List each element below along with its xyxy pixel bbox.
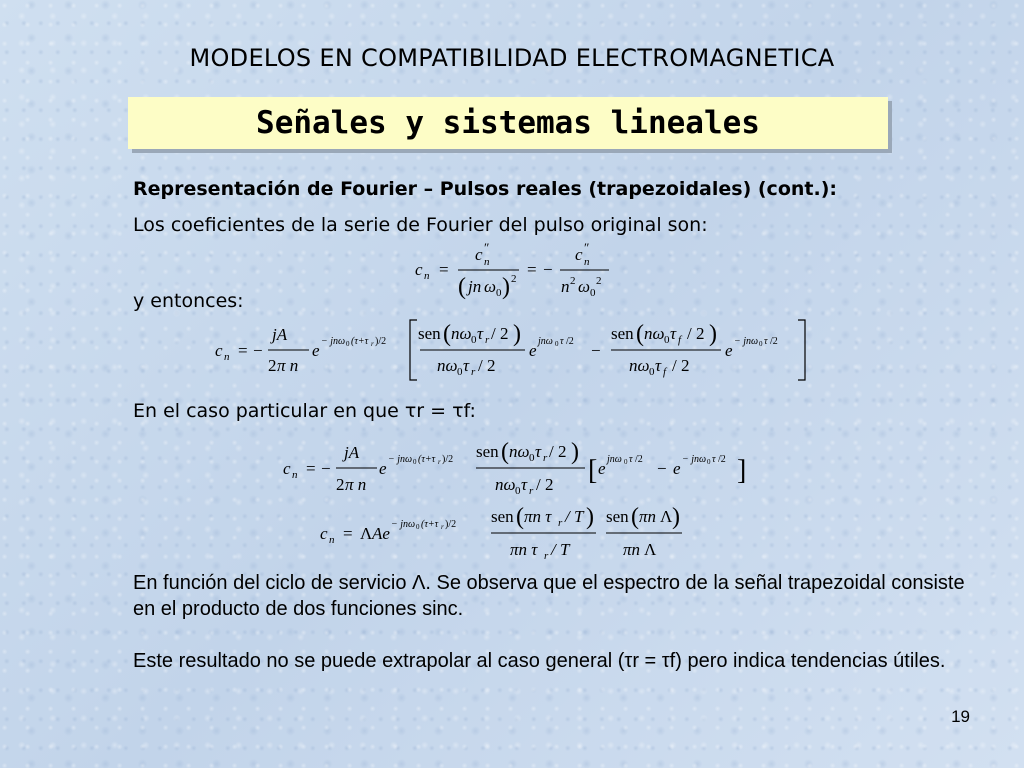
svg-text:0: 0 [416, 523, 420, 531]
svg-text:e: e [673, 459, 681, 478]
svg-text:τ: τ [655, 356, 662, 375]
svg-text:e: e [379, 459, 387, 478]
svg-text:ω: ω [578, 277, 591, 296]
svg-text:τ: τ [670, 324, 677, 343]
svg-text:2: 2 [511, 273, 517, 285]
entonces-text: y entonces: [133, 290, 244, 312]
svg-text:(τ+τ: (τ+τ [421, 519, 439, 530]
svg-text:[: [ [588, 455, 598, 486]
title-box [128, 97, 888, 149]
svg-text:c: c [215, 341, 223, 360]
svg-text:0: 0 [457, 366, 463, 378]
svg-text:/ 2: / 2 [478, 356, 496, 375]
svg-text:/2: /2 [770, 336, 778, 347]
svg-text:− jnω: − jnω [321, 336, 346, 347]
svg-text:e: e [312, 341, 320, 360]
equation-particular [283, 438, 763, 500]
svg-text:0: 0 [649, 366, 655, 378]
svg-text:=: = [343, 524, 353, 543]
svg-text:=: = [439, 260, 449, 279]
svg-text:)/2: )/2 [445, 519, 457, 530]
svg-text:): ) [502, 274, 510, 300]
svg-text:]: ] [737, 455, 747, 486]
svg-text:r: r [558, 517, 563, 529]
svg-text:(: ( [443, 321, 451, 347]
svg-text:nω: nω [629, 356, 650, 375]
svg-text:/2: /2 [635, 454, 643, 465]
svg-text:r: r [529, 485, 534, 497]
svg-text:r: r [543, 452, 548, 464]
svg-text:): ) [709, 321, 717, 347]
svg-text:(: ( [516, 504, 524, 530]
svg-text:e: e [725, 341, 733, 360]
svg-text:nω: nω [451, 324, 472, 343]
svg-text:″: ″ [484, 240, 490, 255]
svg-text:)/2: )/2 [442, 454, 454, 465]
svg-text:f: f [663, 366, 667, 378]
svg-text:0: 0 [624, 458, 628, 466]
svg-text:e: e [529, 341, 537, 360]
svg-text:nω: nω [509, 442, 530, 461]
svg-text:τ: τ [521, 475, 528, 494]
equation-coefficients [415, 240, 625, 302]
svg-text:r: r [441, 523, 444, 531]
svg-text:0: 0 [759, 340, 763, 348]
svg-text:(: ( [501, 439, 509, 465]
svg-text:r: r [438, 458, 441, 466]
svg-text:(: ( [458, 274, 466, 300]
slide-title: Señales y sistemas lineales [256, 105, 760, 141]
svg-text:/2: /2 [566, 336, 574, 347]
svg-text:−: − [591, 341, 601, 360]
svg-text:/ 2: / 2 [536, 475, 554, 494]
svg-text:jnω: jnω [538, 336, 553, 347]
svg-text:jA: jA [272, 325, 288, 344]
svg-text:sen: sen [606, 507, 629, 526]
svg-text:Λ: Λ [360, 524, 373, 543]
svg-text:Ae: Ae [372, 524, 390, 543]
svg-text:jA: jA [344, 443, 360, 462]
svg-text:n: n [424, 270, 430, 282]
svg-text:/ 2: / 2 [687, 324, 705, 343]
svg-text:f: f [678, 334, 682, 346]
svg-text:r: r [544, 550, 549, 562]
svg-text:(: ( [631, 504, 639, 530]
svg-text:− jnω: − jnω [734, 336, 759, 347]
intro-text: Los coeficientes de la serie de Fourier del pulso original son: [133, 214, 708, 236]
svg-text:0: 0 [555, 340, 559, 348]
svg-text:πn: πn [623, 540, 641, 559]
svg-text:): ) [571, 439, 579, 465]
svg-text:c: c [283, 459, 291, 478]
svg-text:0: 0 [707, 458, 711, 466]
svg-text:2: 2 [596, 275, 602, 287]
svg-text:n: n [484, 256, 490, 268]
svg-text:−: − [253, 341, 263, 360]
svg-text:″: ″ [584, 240, 590, 255]
svg-text:c: c [415, 260, 423, 279]
svg-text:): ) [672, 504, 680, 530]
svg-text:πn τ: πn τ [510, 540, 538, 559]
svg-text:− jnω: − jnω [388, 454, 413, 465]
svg-text:Λ: Λ [660, 507, 673, 526]
svg-text:−: − [657, 459, 667, 478]
svg-text:τ: τ [463, 356, 470, 375]
equation-general [215, 314, 815, 386]
svg-text:− jnω: − jnω [391, 519, 416, 530]
svg-text:c: c [575, 245, 583, 264]
equation-sinc [320, 503, 720, 565]
svg-text:0: 0 [590, 287, 596, 299]
svg-text:c: c [320, 524, 328, 543]
paragraph-conclusion: Este resultado no se puede extrapolar al caso general (τr = τf) pero indica tendencias útiles. [133, 650, 946, 672]
svg-text:ω: ω [484, 277, 497, 296]
svg-text:c: c [475, 245, 483, 264]
svg-text:− jnω: − jnω [682, 454, 707, 465]
svg-text:2: 2 [336, 475, 345, 494]
svg-text:2: 2 [570, 275, 576, 287]
svg-text:nω: nω [437, 356, 458, 375]
svg-text:jnω: jnω [607, 454, 622, 465]
svg-text:jn: jn [468, 277, 482, 296]
svg-text:=: = [527, 260, 537, 279]
svg-text:0: 0 [664, 334, 670, 346]
svg-text:=: = [238, 341, 248, 360]
svg-text:2: 2 [268, 356, 277, 375]
svg-text:τ: τ [712, 454, 716, 465]
svg-text:sen: sen [476, 442, 499, 461]
svg-text:nω: nω [644, 324, 665, 343]
svg-text:0: 0 [413, 458, 417, 466]
paragraph-duty-cycle: En función del ciclo de servicio Λ. Se observa que el espectro de la señal trapezoidal consiste en el producto de dos funciones sinc. [133, 572, 965, 620]
svg-text:0: 0 [346, 340, 350, 348]
svg-text:πn: πn [639, 507, 657, 526]
svg-text:π n: π n [345, 475, 367, 494]
page-number: 19 [951, 707, 970, 726]
svg-text:sen: sen [611, 324, 634, 343]
svg-text:τ: τ [629, 454, 633, 465]
svg-text:/ T: / T [565, 507, 584, 526]
svg-text:0: 0 [471, 334, 477, 346]
svg-text:τ: τ [477, 324, 484, 343]
svg-text:): ) [586, 504, 594, 530]
svg-text:sen: sen [491, 507, 514, 526]
svg-text:/ 2: / 2 [672, 356, 690, 375]
svg-text:)/2: )/2 [375, 336, 387, 347]
svg-text:/2: /2 [718, 454, 726, 465]
section-subtitle: Representación de Fourier – Pulsos reales (trapezoidales) (cont.): [133, 178, 837, 200]
svg-text:/ 2: / 2 [549, 442, 567, 461]
svg-text:n: n [292, 469, 298, 481]
svg-text:n: n [584, 256, 590, 268]
slide-header: MODELOS EN COMPATIBILIDAD ELECTROMAGNETICA [189, 44, 835, 72]
svg-text:/ T: / T [551, 540, 570, 559]
svg-text:(: ( [636, 321, 644, 347]
svg-text:(τ+τ: (τ+τ [351, 336, 369, 347]
svg-text:0: 0 [529, 452, 535, 464]
svg-text:=: = [306, 459, 316, 478]
svg-text:πn τ: πn τ [524, 507, 552, 526]
svg-text:e: e [598, 459, 606, 478]
svg-text:τ: τ [560, 336, 564, 347]
svg-text:0: 0 [496, 287, 502, 299]
svg-text:−: − [543, 260, 553, 279]
caso-particular-text: En el caso particular en que τr = τf: [133, 400, 476, 422]
svg-text:sen: sen [418, 324, 441, 343]
svg-text:Λ: Λ [644, 540, 657, 559]
svg-text:/ 2: / 2 [491, 324, 509, 343]
svg-text:r: r [471, 366, 476, 378]
svg-text:π n: π n [277, 356, 299, 375]
svg-text:n: n [224, 351, 230, 363]
svg-text:n: n [561, 277, 570, 296]
svg-text:r: r [371, 340, 374, 348]
svg-text:nω: nω [495, 475, 516, 494]
svg-text:0: 0 [515, 485, 521, 497]
svg-text:τ: τ [764, 336, 768, 347]
svg-text:): ) [513, 321, 521, 347]
svg-text:−: − [321, 459, 331, 478]
svg-text:n: n [329, 534, 335, 546]
svg-text:r: r [485, 334, 490, 346]
svg-text:(τ+τ: (τ+τ [418, 454, 436, 465]
svg-text:τ: τ [535, 442, 542, 461]
